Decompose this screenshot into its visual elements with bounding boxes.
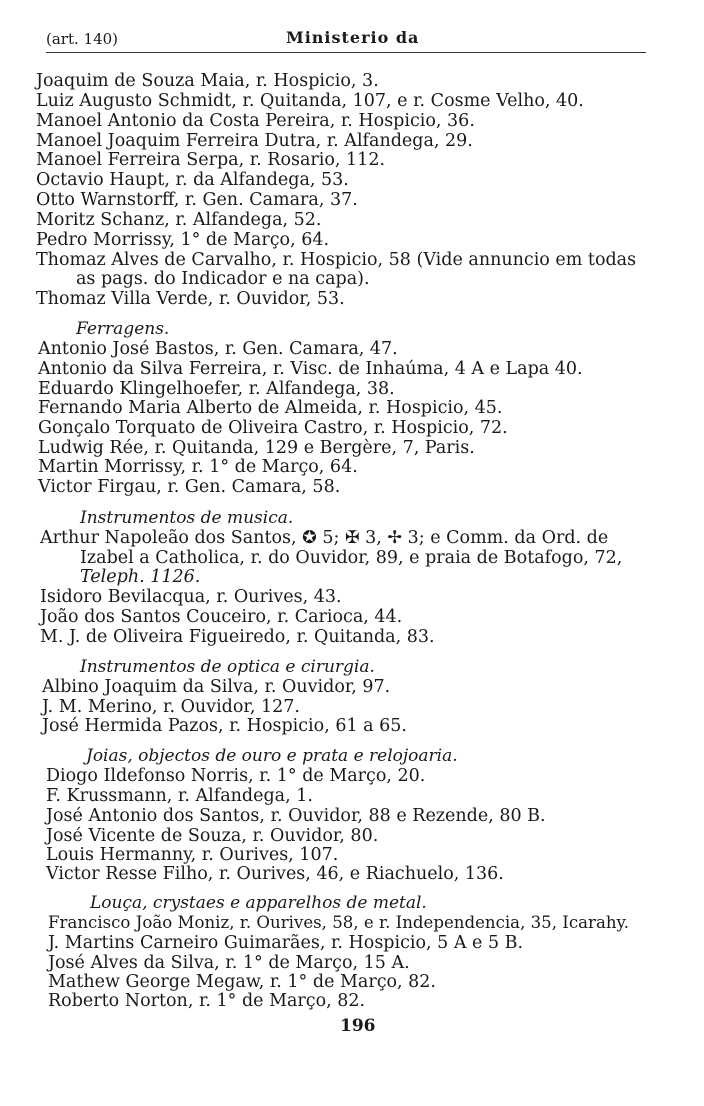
entry-line: M. J. de Oliveira Figueiredo, r. Quitanda, 83. [40,627,435,647]
entry-line: Victor Resse Filho, r. Ourives, 46, e Riachuelo, 136. [46,864,504,884]
entry-line: F. Krussmann, r. Alfandega, 1. [46,786,313,806]
entry-line: Louis Hermanny, r. Ourives, 107. [46,845,339,865]
entry-line: José Antonio dos Santos, r. Ouvidor, 88 e Rezende, 80 B. [46,806,546,826]
entry-line: Fernando Maria Alberto de Almeida, r. Hospicio, 45. [38,398,503,418]
page-number: 196 [340,1016,376,1036]
section-heading-instrumentos-musica: Instrumentos de musica. [80,508,294,528]
entry-line: Pedro Morrissy, 1° de Março, 64. [36,230,330,250]
entry-line: Eduardo Klingelhoefer, r. Alfandega, 38. [38,379,395,399]
page-header [46,26,646,53]
entry-line: Francisco João Moniz, r. Ourives, 58, e r. Independencia, 35, Icarahy. [48,913,629,932]
entry-line: Albino Joaquim da Silva, r. Ouvidor, 97. [42,677,391,697]
entry-line: João dos Santos Couceiro, r. Carioca, 44. [40,607,403,627]
entry-line: J. Martins Carneiro Guimarães, r. Hospicio, 5 A e 5 B. [48,933,524,953]
entry-line: Antonio José Bastos, r. Gen. Camara, 47. [38,339,398,359]
entry-line: José Alves da Silva, r. 1° de Março, 15 A. [48,953,410,973]
entry-line: Moritz Schanz, r. Alfandega, 52. [36,210,322,230]
entry-line: Gonçalo Torquato de Oliveira Castro, r. Hospicio, 72. [38,418,508,438]
entry-line-continued: Izabel a Catholica, r. do Ouvidor, 89, e praia de Botafogo, 72, [80,548,623,568]
entry-line: Luiz Augusto Schmidt, r. Quitanda, 107, e r. Cosme Velho, 40. [36,91,584,111]
section-heading-ferragens: Ferragens. [76,319,170,339]
entry-line: Manoel Ferreira Serpa, r. Rosario, 112. [36,150,386,170]
entry-line: Thomaz Alves de Carvalho, r. Hospicio, 58 (Vide annuncio em todas [36,250,637,270]
entry-line: Martin Morrissy, r. 1° de Março, 64. [38,457,358,477]
entry-line: Isidoro Bevilacqua, r. Ourives, 43. [40,587,342,607]
entry-line: Otto Warnstorff, r. Gen. Camara, 37. [36,190,358,210]
section-heading-instrumentos-optica: Instrumentos de optica e cirurgia. [80,657,375,677]
entry-line: Roberto Norton, r. 1° de Março, 82. [48,991,366,1011]
entry-line: Ludwig Rée, r. Quitanda, 129 e Bergère, 7, Paris. [38,438,475,458]
entry-line-continued: Teleph. 1126. [80,567,201,587]
entry-line: Thomaz Villa Verde, r. Ouvidor, 53. [36,289,345,309]
entry-line: Octavio Haupt, r. da Alfandega, 53. [36,170,349,190]
running-title: Ministerio da [286,28,420,47]
entry-line: J. M. Merino, r. Ouvidor, 127. [42,697,300,717]
entry-line: Arthur Napoleão dos Santos, ✪ 5; ✠ 3, ✢ 3; e Comm. da Ord. de [40,528,609,548]
entry-line: Diogo Ildefonso Norris, r. 1° de Março, 20. [46,766,426,786]
section-heading-joias: Joias, objectos de ouro e prata e relojoaria. [86,746,458,766]
section-heading-louca: Louça, crystaes e apparelhos de metal. [90,893,427,913]
article-reference: (art. 140) [46,30,119,48]
entry-line: Joaquim de Souza Maia, r. Hospicio, 3. [36,71,379,91]
entry-line: José Hermida Pazos, r. Hospicio, 61 a 65. [42,716,407,736]
entry-line: Mathew George Megaw, r. 1° de Março, 82. [48,972,436,992]
entry-line-continued: as pags. do Indicador e na capa). [76,269,370,289]
entry-line: José Vicente de Souza, r. Ouvidor, 80. [46,826,379,846]
entry-line: Victor Firgau, r. Gen. Camara, 58. [38,477,341,497]
entry-line: Antonio da Silva Ferreira, r. Visc. de Inhaúma, 4 A e Lapa 40. [38,359,583,379]
entry-line: Manoel Joaquim Ferreira Dutra, r. Alfandega, 29. [36,131,473,151]
entry-line: Manoel Antonio da Costa Pereira, r. Hospicio, 36. [36,111,475,131]
